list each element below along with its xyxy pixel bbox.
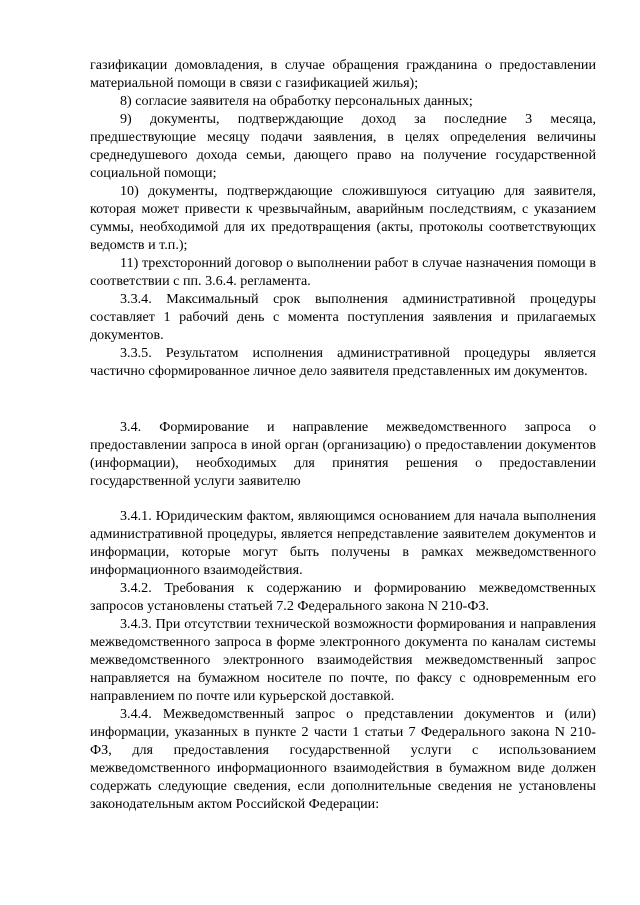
paragraph-3-4-4: 3.4.4. Межведомственный запрос о представлении документов и (или) информации, указанных в пункте 2 части 1 статьи 7 Федерального закона N 210-ФЗ, для предоставления государственной услуги с использованием межведомственного информационного взаимодействия в бумажном виде должен содержать следующие сведения, если дополнительные сведения не установлены законодательным актом Российской Федерации: xyxy=(90,706,596,812)
section-spacer xyxy=(90,380,596,418)
paragraph-item-8: 8) согласие заявителя на обработку персональных данных; xyxy=(120,93,473,109)
paragraph-item-10: 10) документы, подтверждающие сложившуюся ситуацию для заявителя, которая может привести к чрезвычайным, аварийным последствиям, с указанием суммы, необходимой для их предотвращения (акты, протоколы соответствующих ведомств и т.п.); xyxy=(90,183,596,253)
paragraph-gasification-continuation: газификации домовладения, в случае обращения гражданина о предоставлении материальной помощи в связи с газификацией жилья); xyxy=(90,57,596,91)
paragraph-3-4-1: 3.4.1. Юридическим фактом, являющимся основанием для начала выполнения административной процедуры, является непредставление заявителем документов и информации, которые могут быть получены в рамках межведомственного информационного взаимодействия. xyxy=(90,508,596,578)
paragraph-item-11: 11) трехсторонний договор о выполнении работ в случае назначения помощи в соответствии с пп. 3.6.4. регламента. xyxy=(90,255,596,289)
paragraph-3-4-2: 3.4.2. Требования к содержанию и формированию межведомственных запросов установлены статьей 7.2 Федерального закона N 210-ФЗ. xyxy=(90,580,596,614)
document-page xyxy=(90,56,596,813)
paragraph-3-4-3: 3.4.3. При отсутствии технической возможности формирования и направления межведомственного запроса в форме электронного документа по каналам системы межведомственного электронного взаимодействия межведомственный запрос направляется на бумажном носителе по почте, по факсу с одновременным его направлением по почте или курьерской доставкой. xyxy=(90,616,596,704)
paragraph-3-3-4: 3.3.4. Максимальный срок выполнения административной процедуры составляет 1 рабочий день с момента поступления заявления и прилагаемых документов. xyxy=(90,291,596,343)
section-heading-3-4: 3.4. Формирование и направление межведомственного запроса о предоставлении запроса в иной орган (организацию) о предоставлении документов (информации), необходимых для принятия решения о предоставлении государственной услуги заявителю xyxy=(90,419,596,489)
heading-spacer xyxy=(90,490,596,507)
paragraph-3-3-5: 3.3.5. Результатом исполнения административной процедуры является частично сформированное личное дело заявителя представленных им документов. xyxy=(90,345,596,379)
paragraph-item-9: 9) документы, подтверждающие доход за последние 3 месяца, предшествующие месяцу подачи заявления, в целях определения величины среднедушевого дохода семьи, дающего право на получение государственной социальной помощи; xyxy=(90,111,596,181)
